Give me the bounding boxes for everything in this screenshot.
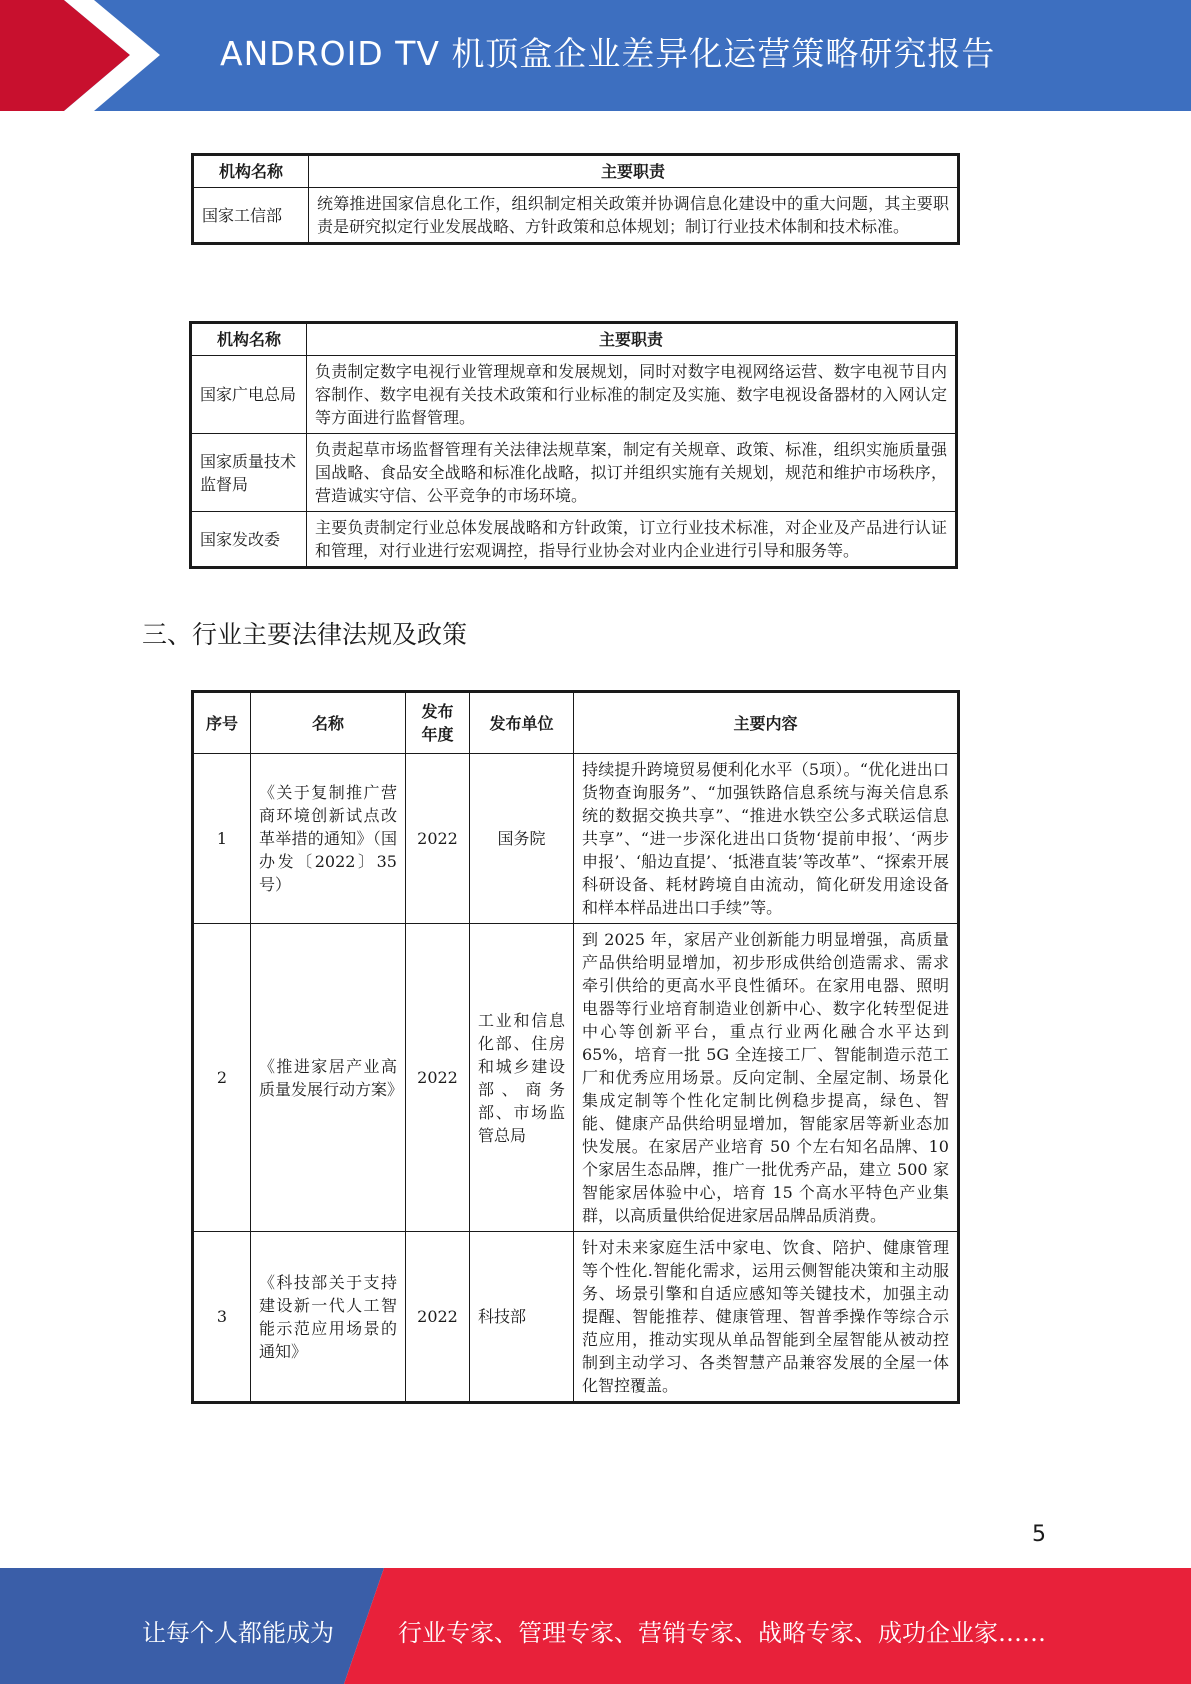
page-number: 5 (1032, 1522, 1046, 1547)
table-header-row (193, 155, 959, 188)
column-header-name: 名称 (251, 692, 406, 754)
column-header-agency: 机构名称 (191, 323, 307, 356)
column-header-number: 序号 (193, 692, 251, 754)
table-row (193, 924, 959, 1232)
column-header-duties: 主要职责 (307, 323, 957, 356)
column-header-content: 主要内容 (574, 692, 959, 754)
column-header-issuer: 发布单位 (470, 692, 574, 754)
policy-issuer: 国务院 (470, 754, 574, 924)
policy-name: 《科技部关于支持建设新一代人工智能示范应用场景的通知》 (251, 1232, 406, 1403)
agency-duty: 主要负责制定行业总体发展战略和方针政策，订立行业技术标准，对企业及产品进行认证和管理，对行业进行宏观调控，指导行业协会对业内企业进行引导和服务等。 (307, 512, 957, 568)
page-header (0, 0, 1191, 111)
agency-name: 国家广电总局 (191, 356, 307, 434)
agency-name: 国家质量技术监督局 (191, 434, 307, 512)
table-row (191, 356, 957, 434)
policy-year: 2022 (406, 1232, 470, 1403)
policy-number: 1 (193, 754, 251, 924)
table-row (191, 434, 957, 512)
policy-name: 《关于复制推广营商环境创新试点改革举措的通知》（国办发〔2022〕35号） (251, 754, 406, 924)
policy-name: 《推进家居产业高质量发展行动方案》 (251, 924, 406, 1232)
agency-table-1 (191, 153, 960, 245)
agency-name: 国家发改委 (191, 512, 307, 568)
policy-table (191, 690, 960, 1404)
agency-name: 国家工信部 (193, 188, 309, 244)
policy-number: 3 (193, 1232, 251, 1403)
policy-issuer: 科技部 (470, 1232, 574, 1403)
column-header-duties: 主要职责 (309, 155, 959, 188)
agency-duty: 统筹推进国家信息化工作，组织制定相关政策并协调信息化建设中的重大问题，其主要职责是研究拟定行业发展战略、方针政策和总体规划；制订行业技术体制和技术标准。 (309, 188, 959, 244)
column-header-year: 发布年度 (406, 692, 470, 754)
section-heading: 三、行业主要法律法规及政策 (142, 620, 468, 649)
policy-year: 2022 (406, 754, 470, 924)
policy-issuer: 工业和信息化部、住房和城乡建设部、商务部、市场监管总局 (470, 924, 574, 1232)
policy-content: 到 2025 年，家居产业创新能力明显增强，高质量产品供给明显增加，初步形成供给创造需求、需求牵引供给的更高水平良性循环。在家用电器、照明电器等行业培育制造业创新中心、数字化转型促进中心等创新平台，重点行业两化融合水平达到 65%，培育一批 5G 全连接工厂、智能制造示范工厂和优秀应用场景。反向定制、全屋定制、场景化集成定制等个性化定制比例稳步提高，绿色、智能、健康产品供给明显增加，智能家居等新业态加快发展。在家居产业培育 50 个左右知名品牌、10 个家居生态品牌，推广一批优秀产品，建立 500 家智能家居体验中心，培育 15 个高水平特色产业集群，以高质量供给促进家居品牌品质消费。 (574, 924, 959, 1232)
report-title: ANDROID TV 机顶盒企业差异化运营策略研究报告 (220, 34, 996, 73)
policy-number: 2 (193, 924, 251, 1232)
table-row (193, 1232, 959, 1403)
policy-year: 2022 (406, 924, 470, 1232)
policy-content: 持续提升跨境贸易便利化水平（5项）。“优化进出口货物查询服务”、“加强铁路信息系统与海关信息系统的数据交换共享”、“推进水铁空公多式联运信息共享”、“进一步深化进出口货物‘提前申报’、‘两步申报’、‘船边直提’、‘抵港直装’等改革”、“探索开展科研设备、耗材跨境自由流动，简化研发用途设备和样本样品进出口手续”等。 (574, 754, 959, 924)
footer-slogan-left: 让每个人都能成为 (142, 1619, 334, 1647)
table-row (191, 512, 957, 568)
table-header-row (193, 692, 959, 754)
table-row (193, 188, 959, 244)
table-row (193, 754, 959, 924)
agency-duty: 负责起草市场监督管理有关法律法规草案，制定有关规章、政策、标准，组织实施质量强国战略、食品安全战略和标准化战略，拟订并组织实施有关规划，规范和维护市场秩序，营造诚实守信、公平竞争的市场环境。 (307, 434, 957, 512)
table-header-row (191, 323, 957, 356)
agency-duty: 负责制定数字电视行业管理规章和发展规划，同时对数字电视网络运营、数字电视节目内容制作、数字电视有关技术政策和行业标准的制定及实施、数字电视设备器材的入网认定等方面进行监督管理。 (307, 356, 957, 434)
footer-slogan-right: 行业专家、管理专家、营销专家、战略专家、成功企业家…… (398, 1619, 1046, 1647)
column-header-agency: 机构名称 (193, 155, 309, 188)
policy-content: 针对未来家庭生活中家电、饮食、陪护、健康管理等个性化.智能化需求，运用云侧智能决策和主动服务、场景引擎和自适应感知等关键技术，加强主动提醒、智能推荐、健康管理、智普季操作等综合示范应用，推动实现从单品智能到全屋智能从被动控制到主动学习、各类智慧产品兼容发展的全屋一体化智控覆盖。 (574, 1232, 959, 1403)
agency-table-2 (189, 321, 958, 569)
